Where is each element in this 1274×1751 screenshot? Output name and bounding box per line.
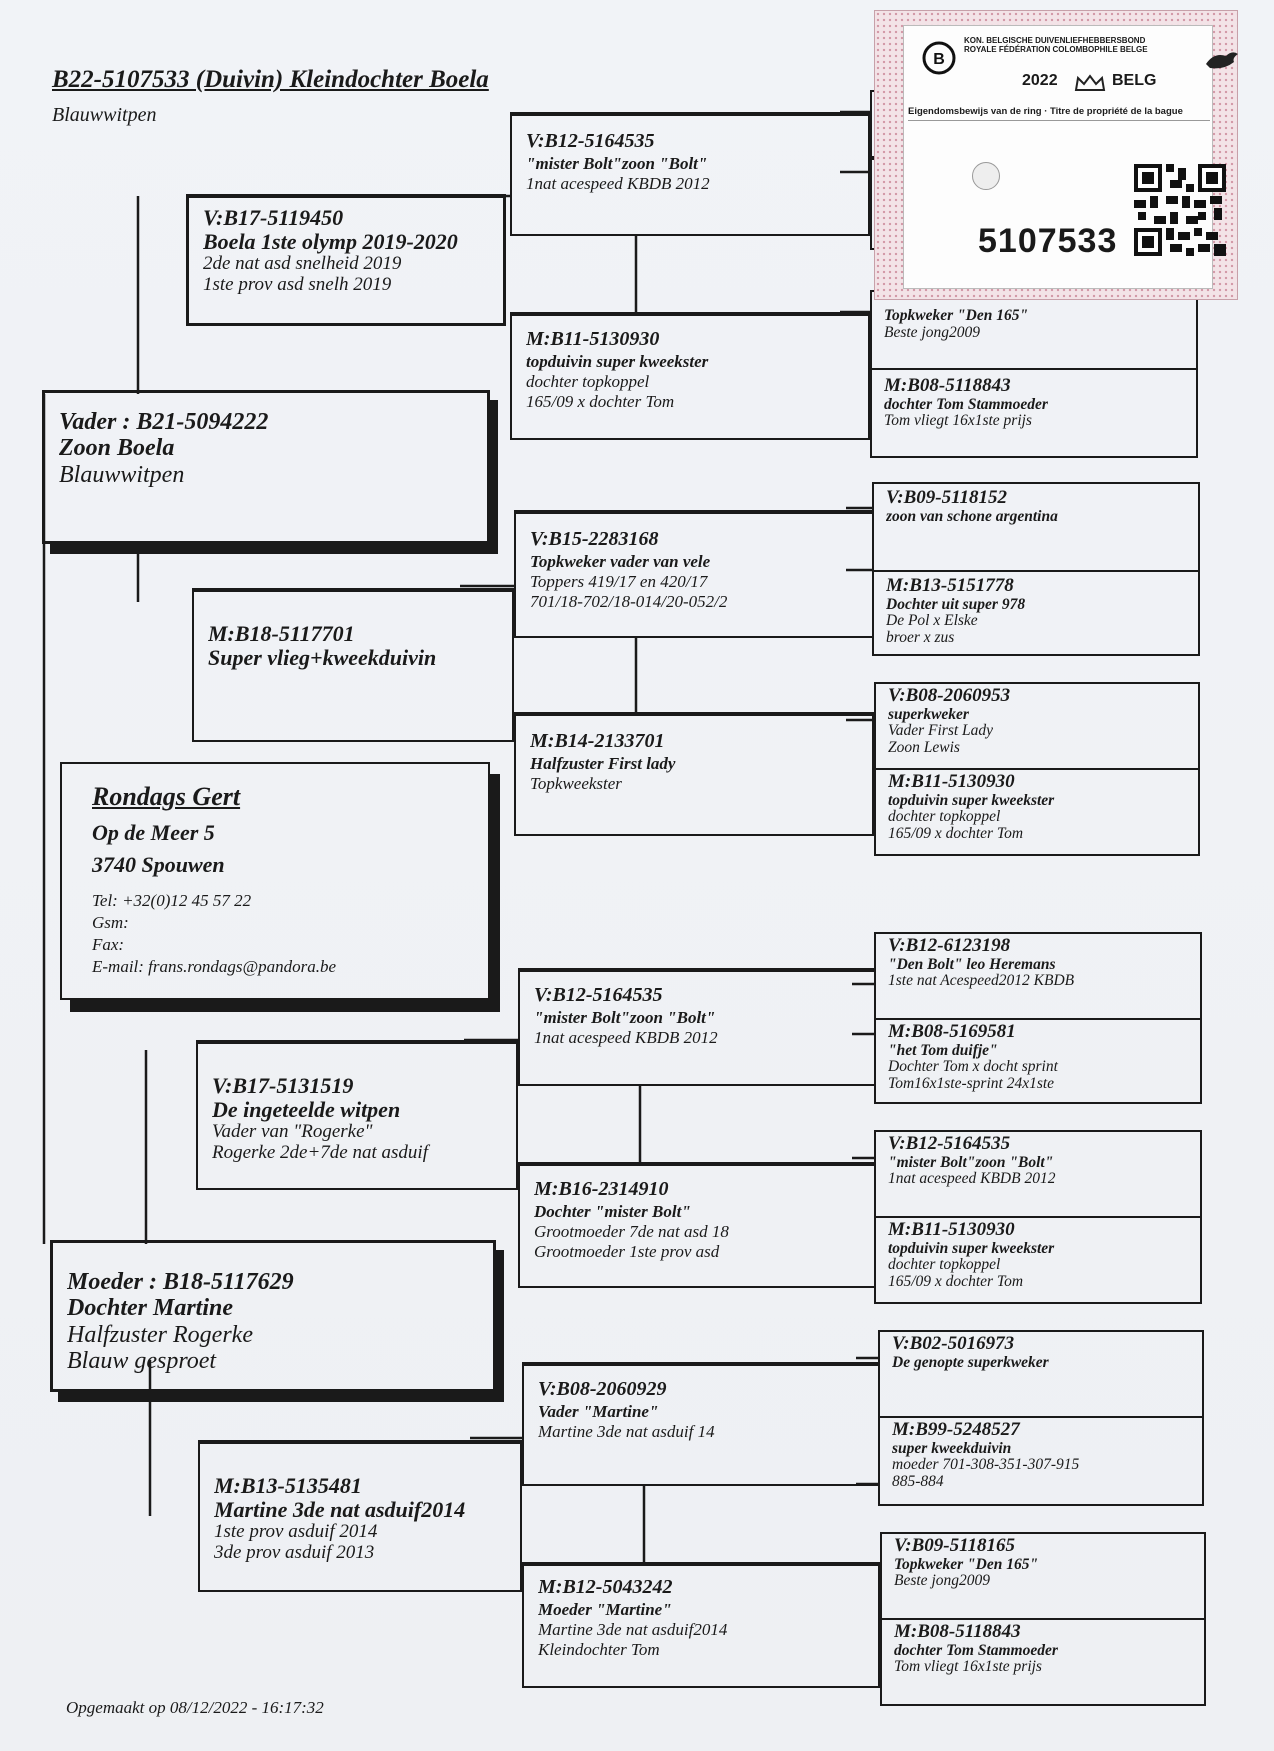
ggp-mmf-line-3: Martine 3de nat asduif 14 bbox=[538, 1421, 715, 1441]
gp-mf-line-2: De ingeteelde witpen bbox=[212, 1098, 401, 1123]
created-timestamp: Opgemaakt op 08/12/2022 - 16:17:32 bbox=[66, 1698, 324, 1717]
gggp-b3-box bbox=[874, 682, 1200, 770]
ggp-mff-line-2: "mister Bolt"zoon "Bolt" bbox=[534, 1007, 716, 1027]
ggp-fmf-ring: V:B15-2283168 bbox=[530, 528, 659, 550]
gp-mf-ring: V:B17-5131519 bbox=[212, 1074, 354, 1098]
gggp-b1-line-2: zoon van schone argentina bbox=[886, 508, 1058, 525]
gggp-d4-ring: M:B08-5118843 bbox=[894, 1622, 1021, 1642]
gggp-c4-line-2: topduivin super kweekster bbox=[888, 1240, 1055, 1257]
ggp-mmm-line-4: Kleindochter Tom bbox=[538, 1639, 660, 1659]
gggp-b4-line-4: 165/09 x dochter Tom bbox=[888, 825, 1024, 842]
gggp-c1-line-3: 1ste nat Acespeed2012 KBDB bbox=[888, 973, 1075, 990]
gggp-d1-ring: V:B02-5016973 bbox=[892, 1334, 1015, 1354]
gggp-c3-ring: V:B12-5164535 bbox=[888, 1134, 1011, 1154]
gggp-d3-line-3: Beste jong2009 bbox=[894, 1573, 990, 1590]
gggp-b4-line-2: topduivin super kweekster bbox=[888, 792, 1055, 809]
ggp-fff-line-3: 1nat acespeed KBDB 2012 bbox=[526, 173, 710, 193]
mother-line-2: Dochter Martine bbox=[67, 1295, 234, 1322]
gp-fm-line-2: Super vlieg+kweekduivin bbox=[208, 646, 437, 671]
gp-ff-line-4: 1ste prov asd snelh 2019 bbox=[203, 275, 392, 296]
mother-line-4: Blauw gesproet bbox=[67, 1348, 217, 1375]
mother-ring: Moeder : B18-5117629 bbox=[67, 1269, 294, 1295]
ggp-mmf-box bbox=[522, 1362, 880, 1486]
gp-mm-ring: M:B13-5135481 bbox=[214, 1474, 362, 1498]
ring-tag-country: BELG bbox=[1112, 72, 1157, 89]
gggp-b1-box bbox=[872, 482, 1200, 572]
gggp-c4-ring: M:B11-5130930 bbox=[888, 1220, 1015, 1240]
ggp-fmf-line-3: Toppers 419/17 en 420/17 bbox=[530, 571, 708, 591]
mother-box bbox=[50, 1240, 496, 1392]
breeder-tel: Tel: +32(0)12 45 57 22 bbox=[92, 891, 252, 910]
crown-icon bbox=[1074, 74, 1106, 92]
grandsire-paternal-box bbox=[186, 194, 506, 326]
ggp-mff-box bbox=[518, 968, 876, 1086]
ggp-mmm-line-2: Moeder "Martine" bbox=[538, 1599, 672, 1619]
granddam-maternal-box bbox=[198, 1440, 522, 1592]
gggp-d2-box bbox=[878, 1416, 1204, 1506]
ggp-mfm-box bbox=[518, 1162, 876, 1288]
ring-number: 5107533 bbox=[978, 222, 1118, 260]
gp-mm-line-4: 3de prov asduif 2013 bbox=[214, 1543, 375, 1564]
gggp-d4-line-2: dochter Tom Stammoeder bbox=[894, 1642, 1058, 1659]
pigeon-icon bbox=[1202, 46, 1242, 74]
ggp-fff-box bbox=[510, 112, 870, 236]
gggp-d2-line-4: 885-884 bbox=[892, 1473, 944, 1490]
gggp-a4-line-3: Tom vliegt 16x1ste prijs bbox=[884, 413, 1032, 430]
breeder-street: Op de Meer 5 bbox=[92, 820, 215, 845]
gp-ff-ring: V:B17-5119450 bbox=[203, 206, 344, 230]
gggp-c2-ring: M:B08-5169581 bbox=[888, 1022, 1016, 1042]
gggp-d4-line-3: Tom vliegt 16x1ste prijs bbox=[894, 1659, 1042, 1676]
punch-hole-icon bbox=[972, 162, 1000, 190]
gp-ff-line-2: Boela 1ste olymp 2019-2020 bbox=[203, 230, 458, 255]
breeder-name: Rondags Gert bbox=[92, 782, 241, 811]
ggp-mfm-line-4: Grootmoeder 1ste prov asd bbox=[534, 1241, 720, 1261]
gggp-b3-line-4: Zoon Lewis bbox=[888, 739, 960, 756]
gggp-b4-line-3: dochter topkoppel bbox=[888, 809, 1001, 826]
gggp-d2-line-3: moeder 701-308-351-307-915 bbox=[892, 1457, 1080, 1474]
gggp-d4-box bbox=[880, 1618, 1206, 1706]
ggp-mmf-ring: V:B08-2060929 bbox=[538, 1378, 667, 1400]
ggp-fff-ring: V:B12-5164535 bbox=[526, 130, 655, 152]
gggp-b2-ring: M:B13-5151778 bbox=[886, 576, 1014, 596]
ggp-mfm-line-2: Dochter "mister Bolt" bbox=[534, 1201, 691, 1221]
mother-line-3: Halfzuster Rogerke bbox=[67, 1321, 253, 1348]
gggp-c2-line-3: Dochter Tom x docht sprint bbox=[888, 1059, 1058, 1076]
gggp-a4-box bbox=[870, 368, 1198, 458]
gggp-a4-ring: M:B08-5118843 bbox=[884, 376, 1011, 396]
gggp-b3-ring: V:B08-2060953 bbox=[888, 686, 1011, 706]
ggp-mfm-line-3: Grootmoeder 7de nat asd 18 bbox=[534, 1221, 729, 1241]
gggp-c4-line-3: dochter topkoppel bbox=[888, 1257, 1001, 1274]
gggp-c1-ring: V:B12-6123198 bbox=[888, 936, 1011, 956]
ggp-mff-line-3: 1nat acespeed KBDB 2012 bbox=[534, 1027, 718, 1047]
gggp-c4-line-4: 165/09 x dochter Tom bbox=[888, 1273, 1024, 1290]
gggp-b2-box bbox=[872, 570, 1200, 656]
gggp-c3-box bbox=[874, 1130, 1202, 1218]
ggp-ffm-box bbox=[510, 312, 870, 440]
ggp-mmf-line-2: Vader "Martine" bbox=[538, 1401, 659, 1421]
pedigree-subtitle: Blauwwitpen bbox=[52, 104, 157, 126]
gggp-c3-line-2: "mister Bolt"zoon "Bolt" bbox=[888, 1154, 1054, 1171]
gggp-b4-box bbox=[874, 768, 1200, 856]
gp-mm-line-3: 1ste prov asduif 2014 bbox=[214, 1522, 378, 1543]
gggp-c2-line-4: Tom16x1ste-sprint 24x1ste bbox=[888, 1075, 1055, 1092]
gggp-d3-box bbox=[880, 1532, 1206, 1620]
pedigree-title: B22-5107533 (Duivin) Kleindochter Boela bbox=[52, 66, 489, 93]
ggp-fmf-line-2: Topkweker vader van vele bbox=[530, 551, 711, 571]
breeder-gsm: Gsm: bbox=[92, 913, 129, 933]
ggp-mfm-ring: M:B16-2314910 bbox=[534, 1178, 669, 1200]
qr-code-icon bbox=[1134, 164, 1226, 256]
ggp-fmf-box bbox=[514, 510, 874, 638]
gp-ff-line-3: 2de nat asd snelheid 2019 bbox=[203, 254, 402, 275]
gggp-b3-line-3: Vader First Lady bbox=[888, 723, 994, 740]
ggp-mmm-box bbox=[522, 1562, 880, 1688]
ring-tag-ownership-text: Eigendomsbewijs van de ring · Titre de propriété de la bague bbox=[908, 106, 1210, 121]
ggp-ffm-ring: M:B11-5130930 bbox=[526, 328, 660, 350]
grandsire-maternal-box bbox=[196, 1040, 518, 1190]
ring-tag-org-nl: KON. BELGISCHE DUIVENLIEFHEBBERSBOND bbox=[964, 36, 1146, 45]
ggp-ffm-line-4: 165/09 x dochter Tom bbox=[526, 391, 675, 411]
gggp-c2-box bbox=[874, 1018, 1202, 1104]
ggp-mmm-ring: M:B12-5043242 bbox=[538, 1576, 673, 1598]
ggp-ffm-line-3: dochter topkoppel bbox=[526, 371, 650, 391]
gggp-a3-box bbox=[870, 290, 1198, 370]
ggp-mff-ring: V:B12-5164535 bbox=[534, 984, 663, 1006]
gggp-c4-box bbox=[874, 1216, 1202, 1304]
ring-tag-org-fr: ROYALE FÉDÉRATION COLOMBOPHILE BELGE bbox=[964, 45, 1148, 55]
gggp-c1-box bbox=[874, 932, 1202, 1020]
gggp-d1-line-2: De genopte superkweker bbox=[892, 1354, 1049, 1371]
gggp-b2-line-4: broer x zus bbox=[886, 629, 955, 646]
gggp-d2-line-2: super kweekduivin bbox=[892, 1440, 1012, 1457]
gggp-c2-line-2: "het Tom duifje" bbox=[888, 1042, 998, 1059]
breeder-card bbox=[60, 762, 490, 1000]
breeder-fax: Fax: bbox=[92, 935, 125, 955]
ggp-fmm-ring: M:B14-2133701 bbox=[530, 730, 665, 752]
gggp-d2-ring: M:B99-5248527 bbox=[892, 1420, 1020, 1440]
gp-mf-line-4: Rogerke 2de+7de nat asduif bbox=[212, 1143, 428, 1164]
gggp-b4-ring: M:B11-5130930 bbox=[888, 772, 1015, 792]
ggp-mmm-line-3: Martine 3de nat asduif2014 bbox=[538, 1619, 728, 1639]
gggp-b1-ring: V:B09-5118152 bbox=[886, 488, 1008, 508]
ggp-fff-line-2: "mister Bolt"zoon "Bolt" bbox=[526, 153, 708, 173]
ring-tag-year: 2022 bbox=[1022, 72, 1058, 89]
ggp-fmf-line-4: 701/18-702/18-014/20-052/2 bbox=[530, 591, 728, 611]
ring-ownership-tag bbox=[874, 10, 1238, 300]
gggp-a3-line-1: Topkweker "Den 165" bbox=[884, 308, 1029, 324]
breeder-email: E-mail: frans.rondags@pandora.be bbox=[92, 957, 337, 977]
gp-fm-ring: M:B18-5117701 bbox=[208, 622, 355, 646]
breeder-city: 3740 Spouwen bbox=[92, 852, 225, 877]
gggp-a3-line-2: Beste jong2009 bbox=[884, 324, 980, 341]
gp-mf-line-3: Vader van "Rogerke" bbox=[212, 1122, 373, 1143]
granddam-paternal-box bbox=[192, 588, 514, 742]
gggp-a4-line-2: dochter Tom Stammoeder bbox=[884, 396, 1048, 413]
gggp-b2-line-3: De Pol x Elske bbox=[886, 613, 978, 630]
gggp-c3-line-3: 1nat acespeed KBDB 2012 bbox=[888, 1171, 1056, 1188]
svg-text:B: B bbox=[933, 51, 945, 68]
father-line-3: Blauwwitpen bbox=[59, 461, 185, 488]
father-box bbox=[42, 390, 490, 544]
father-line-2: Zoon Boela bbox=[59, 435, 175, 462]
gggp-c1-line-2: "Den Bolt" leo Heremans bbox=[888, 956, 1056, 973]
gp-mm-line-2: Martine 3de nat asduif2014 bbox=[214, 1498, 466, 1523]
ggp-fmm-line-2: Halfzuster First lady bbox=[530, 753, 676, 773]
kbdb-logo-icon bbox=[922, 40, 956, 76]
gggp-d3-ring: V:B09-5118165 bbox=[894, 1536, 1016, 1556]
ring-tag-card bbox=[903, 25, 1213, 289]
gggp-b2-line-2: Dochter uit super 978 bbox=[886, 596, 1026, 613]
ggp-fmm-line-3: Topkweekster bbox=[530, 773, 622, 793]
father-ring: Vader : B21-5094222 bbox=[59, 409, 269, 435]
ggp-fmm-box bbox=[514, 712, 874, 836]
gggp-b3-line-2: superkweker bbox=[888, 706, 969, 723]
gggp-d1-box bbox=[878, 1330, 1204, 1418]
ggp-ffm-line-2: topduivin super kweekster bbox=[526, 351, 709, 371]
gggp-d3-line-2: Topkweker "Den 165" bbox=[894, 1556, 1039, 1573]
